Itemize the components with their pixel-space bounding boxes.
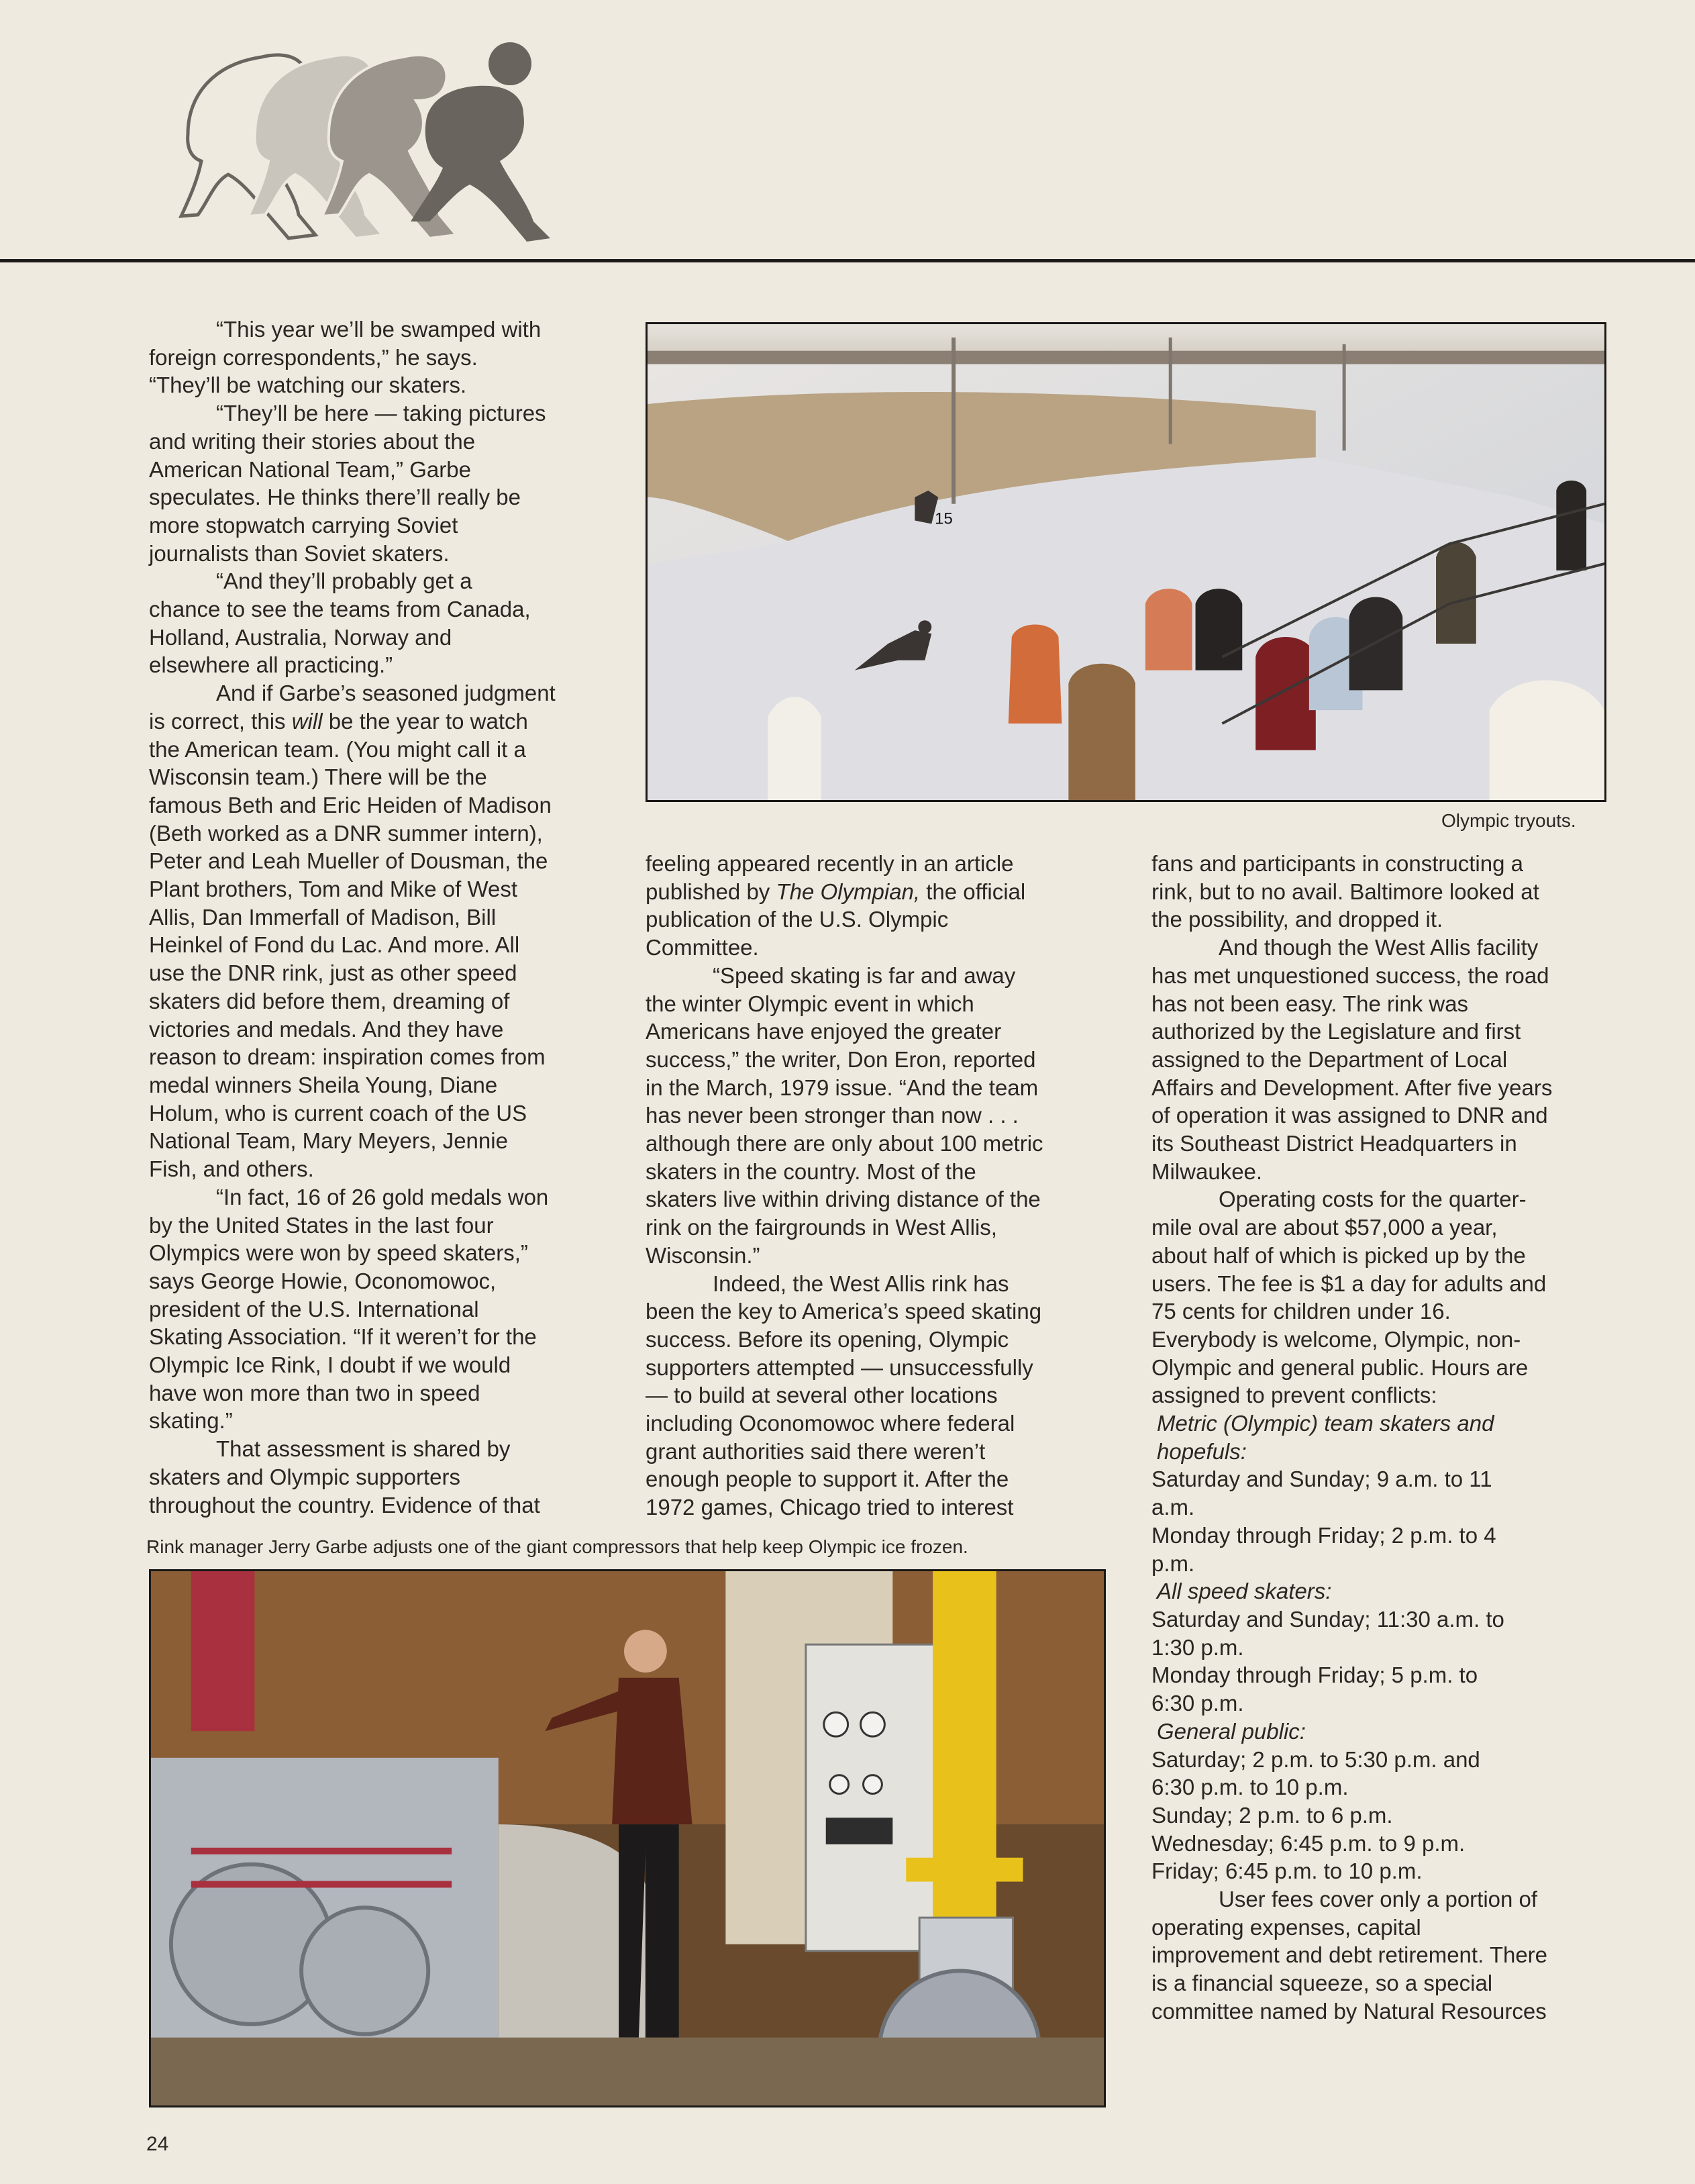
text-line: improvement and debt retirement. There	[1151, 1942, 1548, 1968]
text-line: Olympic and general public. Hours are	[1151, 1354, 1529, 1380]
text-line: Indeed, the West Allis rink has	[713, 1271, 1009, 1296]
text-line: — to build at several other locations	[646, 1383, 998, 1408]
text-line: been the key to America’s speed skating	[646, 1299, 1042, 1324]
text-line: foreign correspondents,” he says.	[149, 344, 478, 370]
text-line: a.m.	[1151, 1495, 1195, 1520]
text-line: speculates. He thinks there’ll really be	[149, 485, 521, 510]
text-line: Saturday; 2 p.m. to 5:30 p.m. and	[1151, 1746, 1480, 1772]
text-line: the American team. (You might call it a	[149, 736, 526, 762]
text-line: supporters attempted — unsuccessfully	[646, 1354, 1033, 1380]
text-line: reason to dream: inspiration comes from	[149, 1044, 546, 1070]
text-line: have won more than two in speed	[149, 1380, 480, 1405]
text-line: Sunday; 2 p.m. to 6 p.m.	[1151, 1802, 1393, 1828]
text-line: Monday through Friday; 5 p.m. to	[1151, 1662, 1478, 1688]
text-line: p.m.	[1151, 1550, 1195, 1576]
text-line: User fees cover only a portion of	[1219, 1887, 1538, 1912]
text-line: has met unquestioned success, the road	[1151, 962, 1549, 988]
text-line: Wisconsin.”	[646, 1242, 760, 1268]
text-line: Olympic Ice Rink, I doubt if we would	[149, 1352, 511, 1378]
text-line: famous Beth and Eric Heiden of Madison	[149, 792, 552, 817]
text-line: skating.”	[149, 1408, 233, 1434]
text-line: Holum, who is current coach of the US	[149, 1100, 527, 1126]
emphasis: The Olympian,	[776, 879, 921, 904]
compressor-caption: Rink manager Jerry Garbe adjusts one of the giant compressors that help keep Olympic ice frozen.	[146, 1536, 968, 1557]
text-line: Monday through Friday; 2 p.m. to 4	[1151, 1522, 1496, 1548]
text-line: 6:30 p.m.	[1151, 1691, 1244, 1716]
text-line: users. The fee is $1 a day for adults and	[1151, 1271, 1547, 1296]
text-line: by the United States in the last four	[149, 1212, 494, 1238]
text-line: Peter and Leah Mueller of Dousman, the	[149, 848, 548, 874]
article-column-1	[149, 315, 556, 1519]
text-line: hopefuls:	[1157, 1438, 1247, 1464]
text-line: National Team, Mary Meyers, Jennie	[149, 1128, 508, 1154]
text-line: Everybody is welcome, Olympic, non-	[1151, 1326, 1521, 1352]
text-line: enough people to support it. After the	[646, 1467, 1009, 1492]
text-line: Saturday and Sunday; 9 a.m. to 11	[1151, 1467, 1492, 1492]
text-line: “They’ll be here — taking pictures	[216, 401, 546, 426]
text-line: 75 cents for children under 16.	[1151, 1299, 1451, 1324]
text-line: authorized by the Legislature and first	[1151, 1019, 1521, 1044]
header-rule	[0, 259, 1695, 262]
text-line: assigned to prevent conflicts:	[1151, 1383, 1437, 1408]
text-line: operating expenses, capital	[1151, 1914, 1421, 1940]
text-line: says George Howie, Oconomowoc,	[149, 1268, 497, 1293]
text-line: fans and participants in constructing a	[1151, 851, 1523, 876]
text-line: use the DNR rink, just as other speed	[149, 960, 517, 986]
article-column-2	[646, 850, 1043, 1522]
text-line: 1:30 p.m.	[1151, 1634, 1244, 1660]
text-line: skaters live within driving distance of the	[646, 1187, 1041, 1212]
text-line: more stopwatch carrying Soviet	[149, 512, 458, 538]
skater-bib-number: 15	[935, 509, 953, 528]
text-line: president of the U.S. International	[149, 1296, 479, 1322]
text-line: its Southeast District Headquarters in	[1151, 1131, 1517, 1156]
text-line: skaters in the country. Most of the	[646, 1158, 976, 1184]
text-line: and writing their stories about the	[149, 428, 476, 454]
text-line: 6:30 p.m. to 10 p.m.	[1151, 1775, 1349, 1800]
text-line: success,” the writer, Don Eron, reported	[646, 1046, 1036, 1072]
text-line: Committee.	[646, 935, 759, 960]
text-line: Skating Association. “If it weren’t for the	[149, 1324, 537, 1350]
text-line: Operating costs for the quarter-	[1219, 1187, 1527, 1212]
text-line: Allis, Dan Immerfall of Madison, Bill	[149, 904, 497, 930]
text-line: in the March, 1979 issue. “And the team	[646, 1075, 1039, 1100]
text-line: Holland, Australia, Norway and	[149, 624, 452, 650]
text-line: Saturday and Sunday; 11:30 a.m. to	[1151, 1606, 1504, 1632]
text-line: Plant brothers, Tom and Mike of West	[149, 877, 518, 902]
text-line: of operation it was assigned to DNR and	[1151, 1103, 1548, 1128]
text-line: American National Team,” Garbe	[149, 456, 471, 482]
text-line: assigned to the Department of Local	[1151, 1046, 1508, 1072]
text-line: “In fact, 16 of 26 gold medals won	[216, 1184, 549, 1209]
text-line: feeling appeared recently in an article	[646, 851, 1014, 876]
text-line: committee named by Natural Resources	[1151, 1998, 1547, 2024]
text-line: That assessment is shared by	[216, 1436, 511, 1462]
text-line: Friday; 6:45 p.m. to 10 p.m.	[1151, 1858, 1423, 1884]
text-line: Heinkel of Fond du Lac. And more. All	[149, 932, 520, 958]
text-line: has never been stronger than now . . .	[646, 1103, 1019, 1128]
text-line: about half of which is picked up by the	[1151, 1242, 1526, 1268]
text-line: General public:	[1157, 1718, 1306, 1744]
text-line: Wisconsin team.) There will be the	[149, 764, 487, 790]
text-line: victories and medals. And they have	[149, 1016, 504, 1042]
text-line: chance to see the teams from Canada,	[149, 597, 531, 622]
speed-skaters-logo	[161, 34, 671, 248]
text-line: although there are only about 100 metric	[646, 1131, 1043, 1156]
emphasis: will	[291, 708, 323, 734]
text-line: All speed skaters:	[1157, 1579, 1332, 1604]
text-line: skaters and Olympic supporters	[149, 1464, 461, 1489]
text-line: elsewhere all practicing.”	[149, 652, 393, 678]
text-line: And if Garbe’s seasoned judgment	[216, 681, 556, 706]
text-line: rink, but to no avail. Baltimore looked at	[1151, 879, 1539, 904]
text-line: Affairs and Development. After five years	[1151, 1075, 1553, 1100]
text-line: success. Before its opening, Olympic	[646, 1326, 1009, 1352]
text-line: “This year we’ll be swamped with	[216, 317, 542, 342]
text-line: throughout the country. Evidence of that	[149, 1492, 540, 1518]
text-line: “Speed skating is far and away	[713, 962, 1016, 988]
text-line: “They’ll be watching our skaters.	[149, 373, 467, 398]
tryouts-caption: Olympic tryouts.	[1441, 810, 1576, 831]
text-line: published by The Olympian, the official	[646, 879, 1026, 904]
text-line: Wednesday; 6:45 p.m. to 9 p.m.	[1151, 1830, 1466, 1856]
text-line: And though the West Allis facility	[1219, 935, 1539, 960]
compressor-room-photo	[149, 1569, 1106, 2107]
olympic-tryouts-photo	[646, 322, 1606, 802]
text-line: Olympics were won by speed skaters,”	[149, 1240, 528, 1266]
text-line: skaters did before them, dreaming of	[149, 988, 510, 1013]
article-column-3	[1151, 850, 1552, 2026]
text-line: the winter Olympic event in which	[646, 991, 974, 1016]
text-line: medal winners Sheila Young, Diane	[149, 1072, 498, 1097]
text-line: including Oconomowoc where federal	[646, 1411, 1015, 1436]
text-line: has not been easy. The rink was	[1151, 991, 1469, 1016]
text-line: Metric (Olympic) team skaters and	[1157, 1411, 1494, 1436]
text-line: is a financial squeeze, so a special	[1151, 1971, 1493, 1996]
page-number: 24	[146, 2133, 169, 2155]
text-line: is correct, this will be the year to watch	[149, 708, 528, 734]
text-line: the possibility, and dropped it.	[1151, 907, 1443, 932]
text-line: journalists than Soviet skaters.	[149, 540, 450, 566]
control-panel	[806, 1644, 939, 1951]
text-line: 1972 games, Chicago tried to interest	[646, 1495, 1014, 1520]
text-line: rink on the fairgrounds in West Allis,	[646, 1215, 997, 1240]
text-line: Americans have enjoyed the greater	[646, 1019, 1002, 1044]
text-line: Milwaukee.	[1151, 1158, 1263, 1184]
text-line: mile oval are about $57,000 a year,	[1151, 1215, 1498, 1240]
text-line: (Beth worked as a DNR summer intern),	[149, 820, 543, 846]
text-line: Fish, and others.	[149, 1156, 314, 1182]
text-line: “And they’ll probably get a	[216, 568, 472, 594]
text-line: grant authorities said there weren’t	[646, 1438, 986, 1464]
text-line: publication of the U.S. Olympic	[646, 907, 949, 932]
